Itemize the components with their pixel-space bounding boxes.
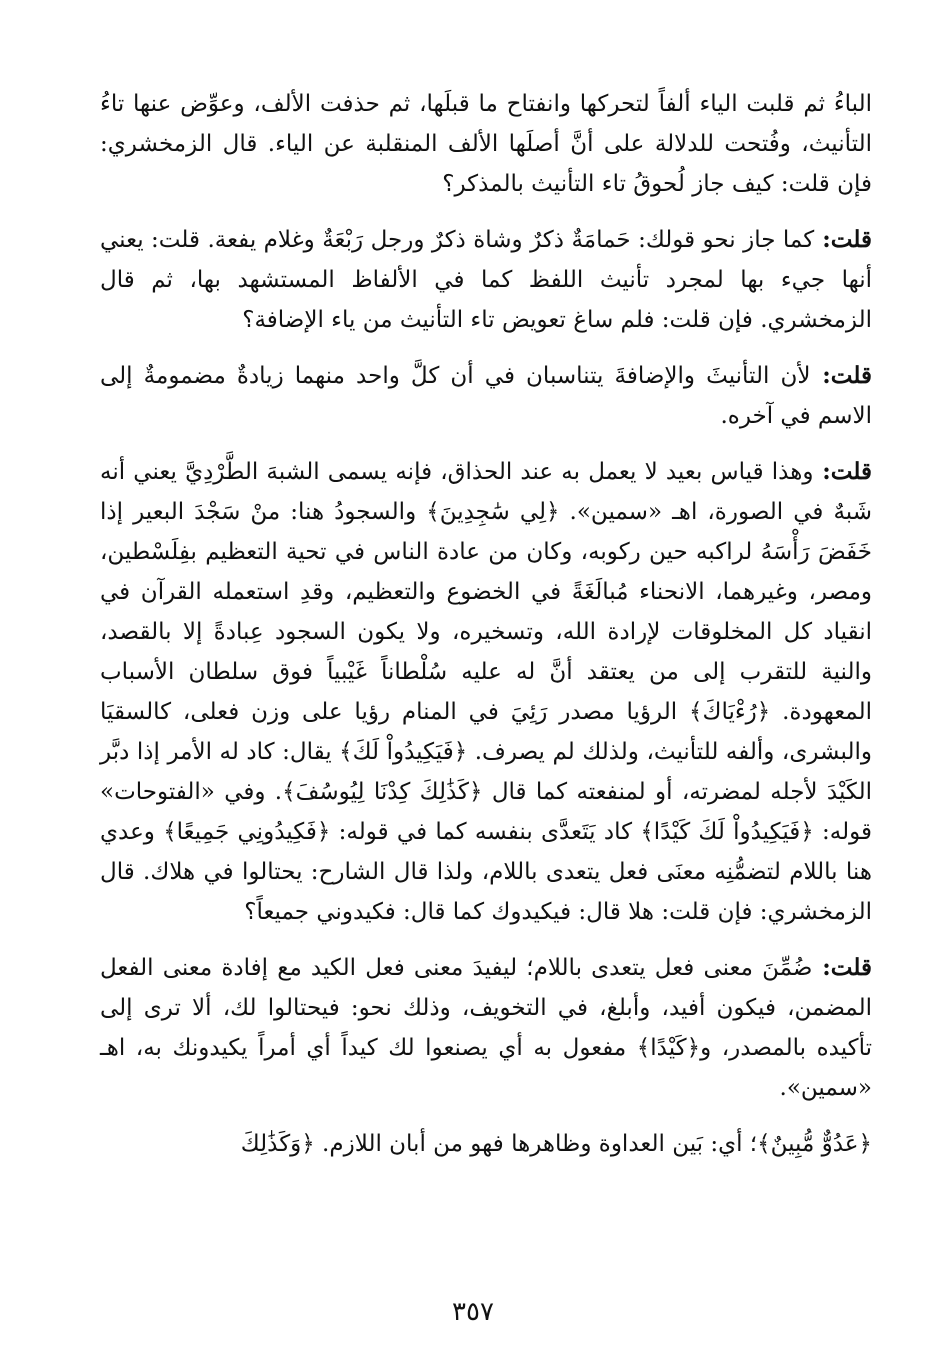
- paragraph-1-text: الباءُ ثم قلبت الياء ألفاً لتحركها وانفتاح ما قبلَها، ثم حذفت الألف، وعوِّض عنها تاءُ التأنيث، وفُتحت للدلالة على أنَّ أصلَها الألف المنقلبة عن الياء. قال الزمخشري: فإن قلت: كيف جاز لُحوقُ تاء التأنيث بالمذكر؟: [100, 91, 872, 197]
- paragraph-4-text: وهذا قياس بعيد لا يعمل به عند الحذاق، فإنه يسمى الشبهَ الطَّرْدِيَّ يعني أنه شَبهٌ في الصورة، اهـ «سمين». ﴿لِي سَٰجِدِينَ﴾ والسجودُ هنا: منْ سَجْدَ البعير إذا خَفَضَ رَأْسَهُ لراكبه حين ركوبه، وكان من عادة الناس في تحية التعظيم بفِلَسْطين، ومصر، وغيرهما، الانحناء مُبالَغَةً في الخضوع والتعظيم، وقدِ استعمله القرآن في انقياد كل المخلوقات لإرادة الله، وتسخيره، ولا يكون السجود عِبادةً إلا بالقصد، والنية للتقرب إلى من يعتقد أنَّ له عليه سُلْطاناً غَيْبياً فوق سلطان الأسباب المعهودة. ﴿رُءْيَاكَ﴾ الرؤيا مصدر رَئِيَ في المنام رؤيا على وزن فعلى، كالسقيَا والبشرى، وألفه للتأنيث، ولذلك لم يصرف. ﴿فَيَكِيدُواْ لَكَ﴾ يقال: كاد له الأمر إذا دبَّر الكَيْدَ لأجله لمضرته، أو لمنفعته كما قال ﴿كَذَٰلِكَ كِدْنَا لِيُوسُفَ﴾. وفي «الفتوحات» قوله: ﴿فَيَكِيدُواْ لَكَ كَيْدًا﴾ كاد يَتَعدَّى بنفسه كما في قوله: ﴿فَكِيدُونِي جَمِيعًا﴾ وعدي هنا باللام لتضمُّنِه معنَى فعل يتعدى باللام، ولذا قال الشارح: يحتالوا في هلاك. قال الزمخشري: فإن قلت: هلا قال: فيكيدوك كما قال: فكيدوني جميعاً؟: [100, 459, 872, 925]
- paragraph-2-text: كما جاز نحو قولك: حَمامَةٌ ذكرٌ وشاة ذكرٌ ورجل رَبْعَةٌ وغلام يفعة. قلت: يعني أنها جيء بها لمجرد تأنيث اللفظ كما في الألفاظ المستشهد بها، ثم قال الزمخشري. فإن قلت: فلم ساغ تعويض تاء التأنيث من ياء الإضافة؟: [100, 227, 872, 333]
- paragraph-3: [100, 356, 872, 436]
- paragraph-3-text: لأن التأنيثَ والإضافةَ يتناسبان في أن كلَّ واحد منهما زيادةٌ مضمومةٌ إلى الاسم في آخره.: [100, 363, 872, 429]
- paragraph-2: [100, 220, 872, 340]
- paragraph-2-lead: قلت:: [814, 226, 872, 253]
- page-number: ٣٥٧: [452, 1297, 494, 1327]
- paragraph-4-lead: قلت:: [813, 458, 872, 485]
- paragraph-6-text: ﴿عَدُوٌّ مُّبِينٌ﴾؛ أي: بَين العداوة وظاهرها فهو من أبان اللازم. ﴿وَكَذَٰلِكَ: [240, 1131, 872, 1157]
- paragraph-1: [100, 84, 872, 204]
- paragraph-3-lead: قلت:: [810, 362, 872, 389]
- paragraph-5: [100, 948, 872, 1108]
- paragraph-6: [100, 1124, 872, 1164]
- paragraph-5-text: ضُمِّنَ معنى فعل يتعدى باللام؛ ليفيدَ معنى فعل الكيد مع إفادة معنى الفعل المضمن، فيكون أفيد، وأبلغ، في التخويف، وذلك نحو: فيحتالوا لك، ألا ترى إلى تأكيده بالمصدر، و﴿كَيْدًا﴾ مفعول به أي يصنعوا لك كيداً أي أمراً يكيدونك به، اهـ «سمين».: [100, 955, 872, 1101]
- paragraph-5-lead: قلت:: [812, 954, 872, 981]
- text-column: [100, 84, 872, 1164]
- paragraph-4: [100, 452, 872, 932]
